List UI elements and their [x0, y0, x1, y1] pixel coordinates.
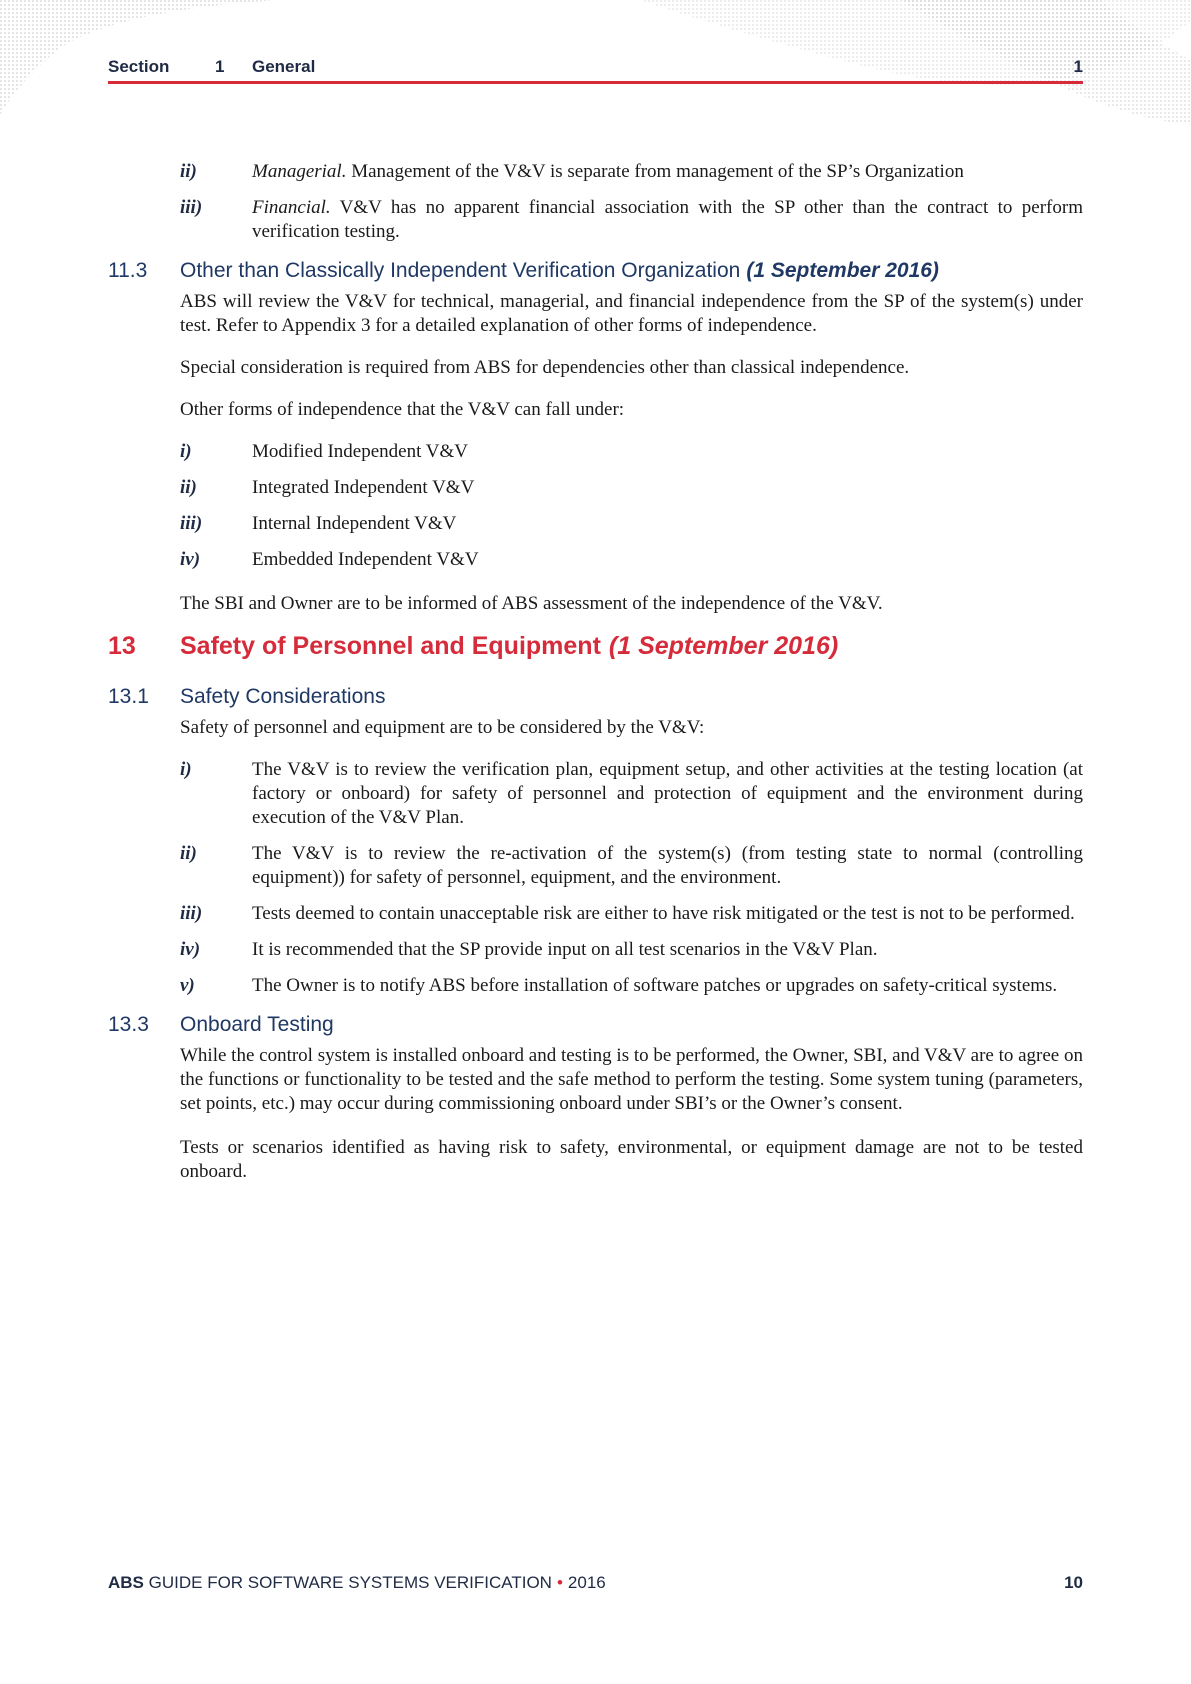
list-item: [108, 160, 1083, 184]
footer-guide-title: GUIDE FOR SOFTWARE SYSTEMS VERIFICATION: [148, 1573, 552, 1592]
list-item-label: iii): [180, 903, 203, 924]
list-item-body: Management of the V&V is separate from management of the SP’s Organization: [346, 161, 964, 182]
section-title: Onboard Testing: [180, 1013, 334, 1036]
section-heading-13-1: [108, 684, 1083, 710]
list-item-label: i): [180, 759, 192, 780]
list-item-label: iii): [180, 513, 203, 534]
footer-abs-logo: ABS: [108, 1573, 144, 1592]
section-number: 13.3: [108, 1013, 149, 1036]
list-item-term: Managerial.: [252, 161, 347, 182]
section-title: Other than Classically Independent Verification Organization: [180, 259, 741, 282]
list-item-text: Embedded Independent V&V: [252, 549, 479, 570]
header-page-number: 1: [1073, 57, 1083, 76]
list-item-label: ii): [180, 161, 197, 182]
paragraph: ABS will review the V&V for technical, managerial, and financial independence from the SP of the system(s) under test. Refer to Appendix 3 for a detailed explanation of other forms of independence.: [180, 291, 1083, 336]
list-item: [108, 196, 1083, 244]
header-section-title: General: [252, 57, 316, 76]
list-item: [108, 902, 1083, 926]
paragraph: Other forms of independence that the V&V can fall under:: [180, 399, 625, 420]
list-item-text: Internal Independent V&V: [252, 513, 457, 534]
list-item: [108, 842, 1083, 890]
list-item: [108, 548, 1083, 572]
list-item: [108, 476, 1083, 500]
footer-year: 2016: [567, 1573, 606, 1592]
page-body: [108, 160, 1083, 1204]
list-item: [108, 758, 1083, 830]
header-rule: [108, 81, 1083, 84]
list-item-label: iii): [180, 197, 203, 218]
list-item-text: Tests deemed to contain unacceptable risk are either to have risk mitigated or the test is not to be performed.: [252, 903, 1075, 924]
list-item-text: The V&V is to review the verification plan, equipment setup, and other activities at the testing location (at factory or onboard) for safety of personnel and protection of equipment and the environment during execution of the V&V Plan.: [252, 759, 1083, 828]
header-section-label: Section: [108, 57, 170, 76]
section-number: 11.3: [108, 259, 148, 282]
list-item-text: Modified Independent V&V: [252, 441, 468, 462]
list-item-text: The Owner is to notify ABS before installation of software patches or upgrades on safety-critical systems.: [252, 975, 1058, 996]
list-item-label: i): [180, 441, 192, 462]
list-item: [108, 938, 1083, 962]
list-item-label: iv): [180, 549, 201, 570]
list-item: [108, 440, 1083, 464]
list-item-label: ii): [180, 843, 197, 864]
list-item-text: [252, 196, 1083, 244]
paragraph: The SBI and Owner are to be informed of ABS assessment of the independence of the V&V.: [180, 593, 883, 614]
section-heading-13-3: [108, 1012, 1083, 1038]
list-item-text: [252, 160, 1083, 184]
page-footer: [108, 1573, 1083, 1599]
section-heading-13: [108, 630, 1083, 662]
paragraph: Special consideration is required from ABS for dependencies other than classical independence.: [180, 357, 910, 378]
list-item: [108, 512, 1083, 536]
footer-title: [108, 1573, 606, 1593]
paragraph: Tests or scenarios identified as having risk to safety, environmental, or equipment damage are not to be tested onboard.: [180, 1137, 1083, 1182]
paragraph: While the control system is installed onboard and testing is to be performed, the Owner, SBI, and V&V are to agree on the functions or functionality to be tested and the safe method to perform the testing. Some system tuning (parameters, set points, etc.) may occur during commissioning onboard under SBI’s or the Owner’s consent.: [180, 1045, 1083, 1114]
section-date: (1 September 2016): [746, 259, 939, 282]
list-item: [108, 974, 1083, 998]
list-item-body: V&V has no apparent financial association with the SP other than the contract to perform verification testing.: [252, 197, 1083, 242]
section-number: 13.1: [108, 685, 149, 708]
section-heading-11-3: [108, 258, 1083, 284]
section-title: Safety of Personnel and Equipment: [180, 632, 601, 660]
list-item-label: v): [180, 975, 195, 996]
list-item-text: The V&V is to review the re-activation of the system(s) (from testing state to normal (controlling equipment)) for safety of personnel, equipment, and the environment.: [252, 843, 1083, 888]
list-item-term: Financial.: [252, 197, 331, 218]
section-date: (1 September 2016): [608, 632, 839, 660]
paragraph: Safety of personnel and equipment are to be considered by the V&V:: [180, 717, 705, 738]
list-item-text: It is recommended that the SP provide input on all test scenarios in the V&V Plan.: [252, 939, 878, 960]
list-item-text: Integrated Independent V&V: [252, 477, 475, 498]
footer-page-number: 10: [1064, 1573, 1083, 1592]
list-item-label: ii): [180, 477, 197, 498]
header-section-number: 1: [215, 57, 225, 76]
footer-separator: •: [556, 1573, 563, 1592]
section-number: 13: [108, 632, 136, 660]
list-item-label: iv): [180, 939, 201, 960]
section-title: Safety Considerations: [180, 685, 386, 708]
